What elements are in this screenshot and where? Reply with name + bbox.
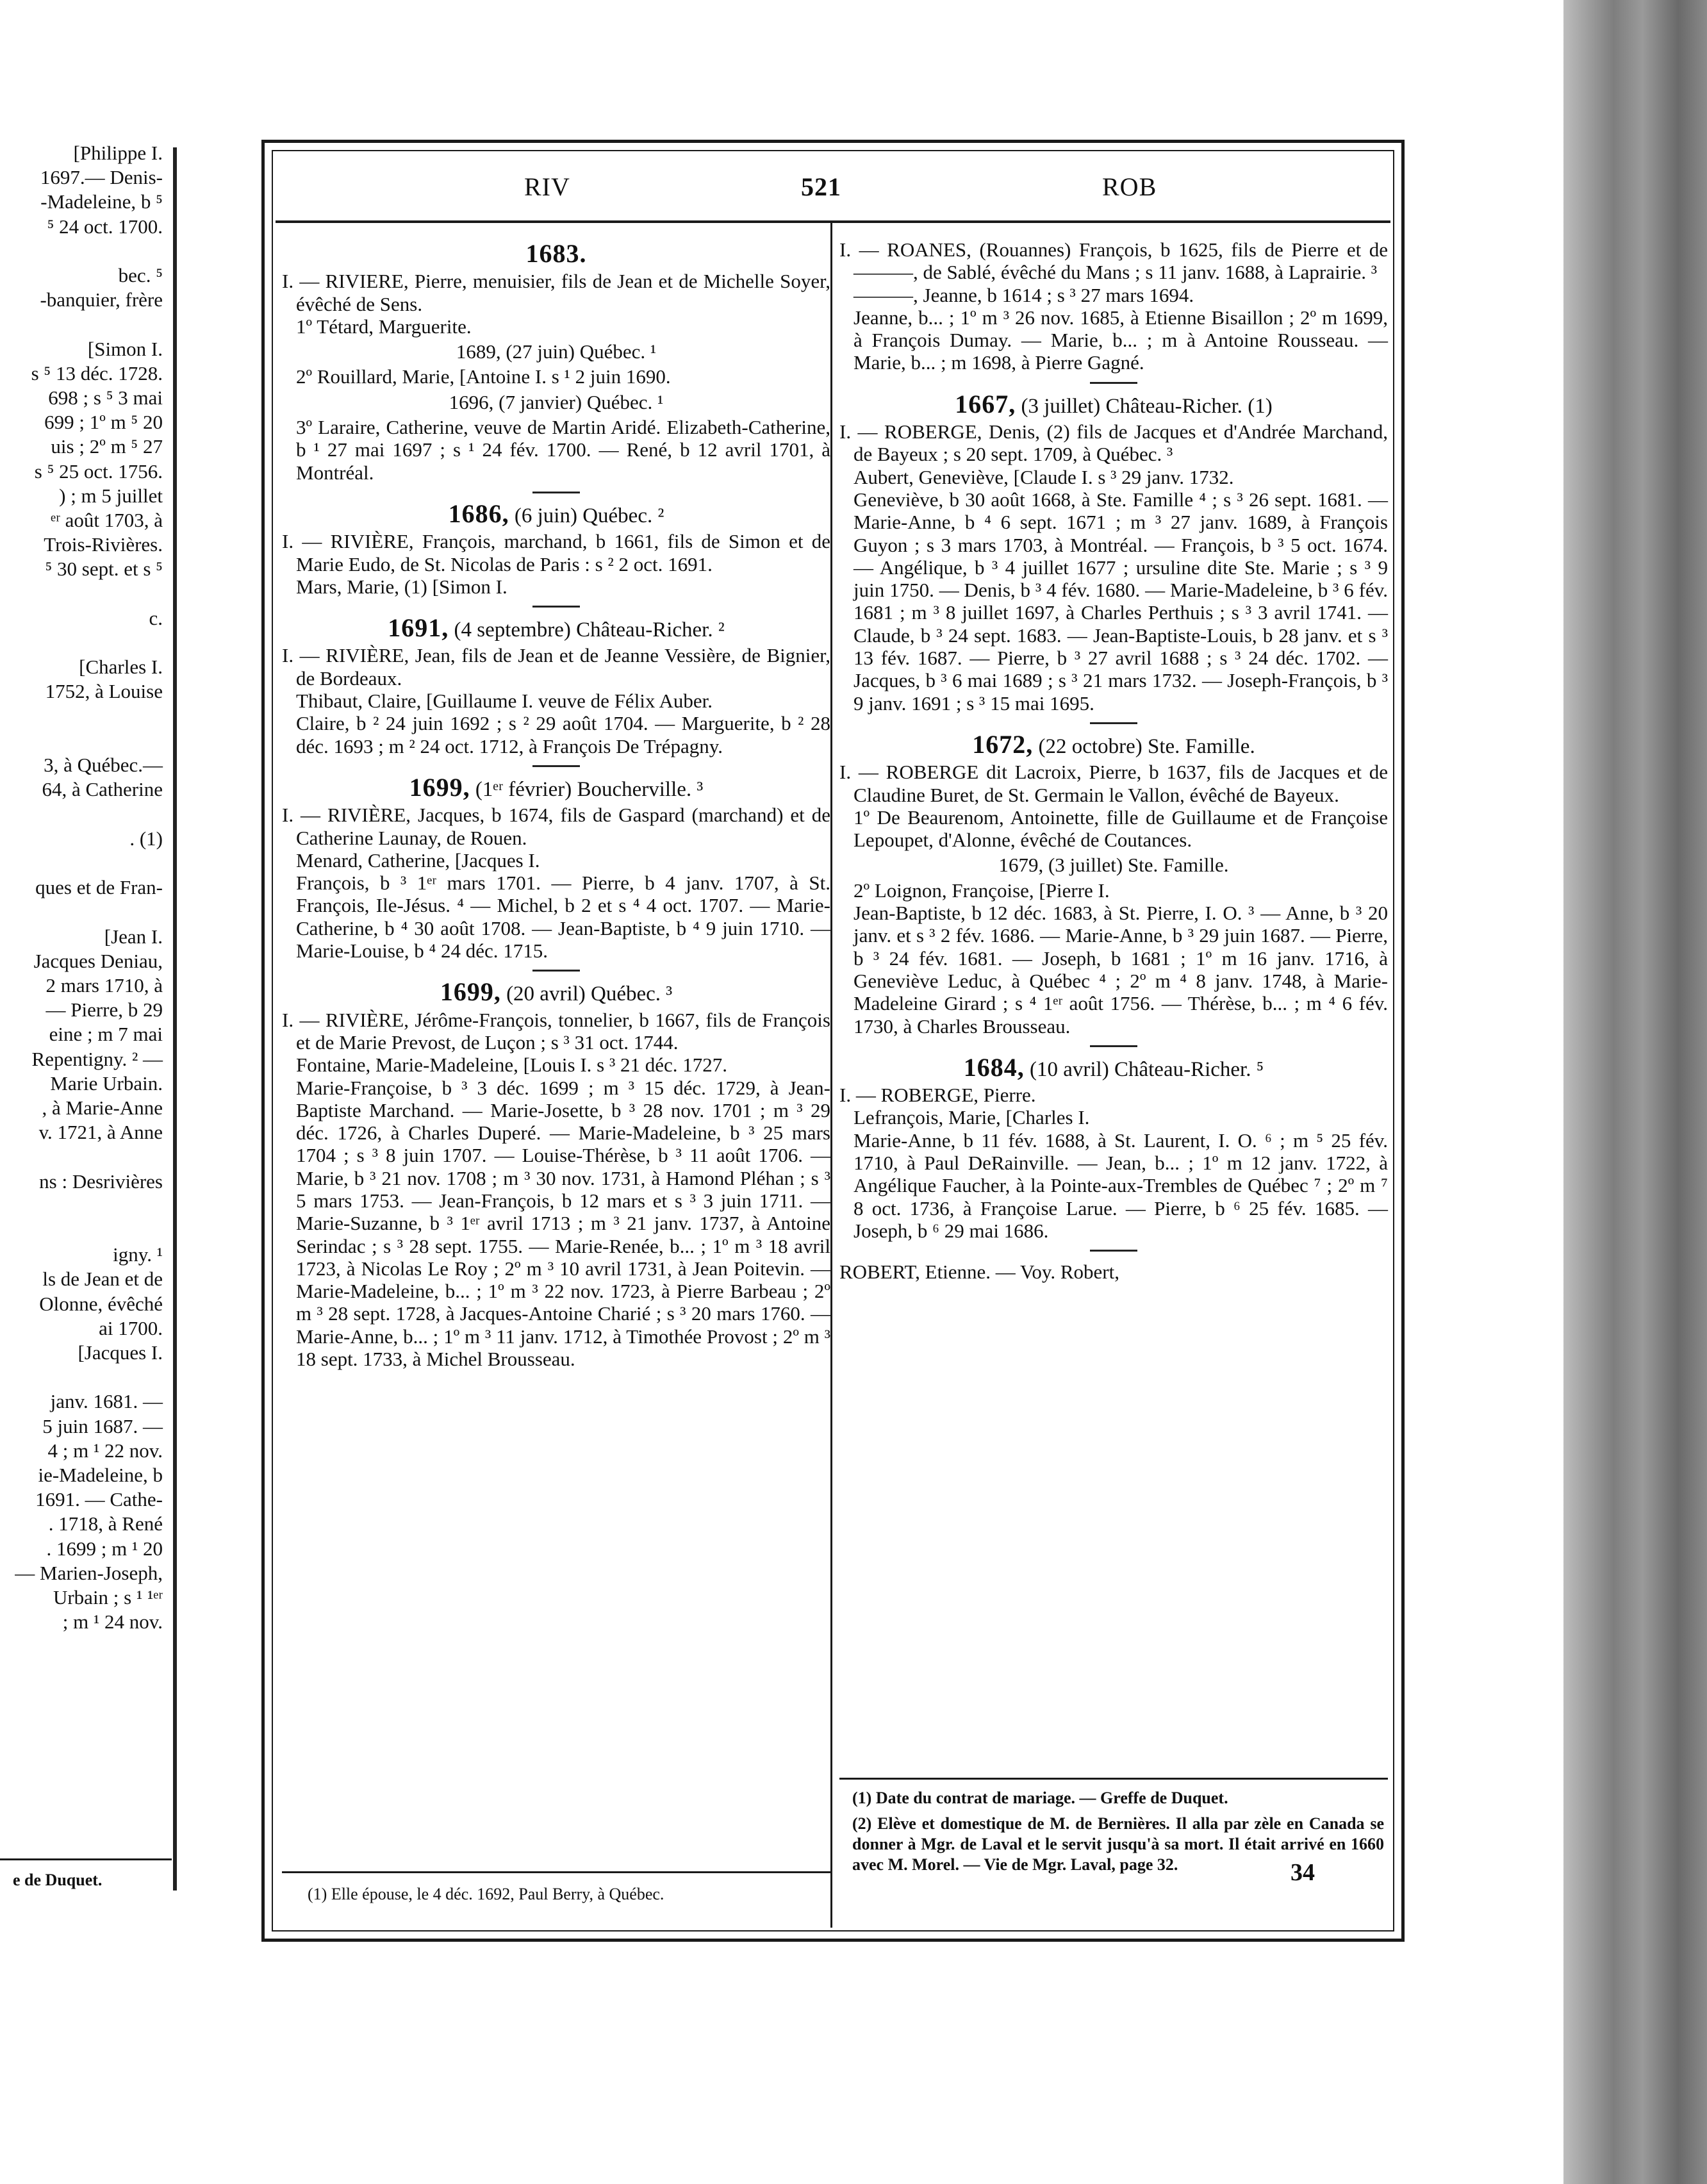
entry-separator	[1090, 1250, 1137, 1252]
previous-page-line: [Jacques I.	[78, 1341, 163, 1364]
header-page-number: 521	[801, 172, 841, 201]
marriage-year: 1699,	[440, 977, 501, 1007]
left-footnote: (1) Elle épouse, le 4 déc. 1692, Paul Berry, à Québec.	[308, 1885, 664, 1903]
marriage-place: (10 avril) Château-Richer. ⁵	[1030, 1057, 1264, 1081]
previous-page-line: eine ; m 7 mai	[49, 1023, 163, 1046]
header-left: RIV	[524, 172, 570, 201]
marriage-place: (3 juillet) Château-Richer. (1)	[1021, 394, 1273, 418]
header-rule	[276, 220, 1390, 223]
previous-page-line	[0, 900, 172, 924]
header-right: ROB	[1102, 172, 1157, 201]
previous-page-line: c.	[149, 606, 163, 629]
previous-page-line	[0, 1365, 172, 1389]
previous-page-line: [Charles I.	[79, 656, 163, 679]
previous-page-line: Repentigny. ² —	[31, 1047, 163, 1070]
right-column	[839, 238, 1388, 1283]
previous-page-line: Trois-Rivières.	[44, 533, 163, 556]
entry-text: Thibaut, Claire, [Guillaume I. veuve de Félix Auber.	[296, 690, 713, 713]
entry-text: I. — ROANES, (Rouannes) François, b 1625, fils de Pierre et de ———, de Sablé, évêché du Mans ; s 11 janv. 1688, à Laprairie. ³	[839, 238, 1388, 284]
previous-page-line: ⁵ 30 sept. et s ⁵	[45, 558, 163, 581]
entry-text: I. — RIVIÈRE, Jérôme-François, tonnelier, b 1667, fils de François et de Marie Prevost, de Luçon ; s ³ 31 oct. 1744.	[282, 1008, 830, 1054]
previous-page-strip	[0, 141, 172, 1897]
previous-page-line: igny. ¹	[113, 1243, 163, 1266]
previous-page-line: Urbain ; s ¹ ¹ᵉʳ	[53, 1585, 163, 1609]
entry-text: Marie-Anne, b 11 fév. 1688, à St. Laurent, I. O. ⁶ ; m ⁵ 25 fév. 1710, à Paul DeRainville. — Jean, b... ; 1º m 12 janv. 1722, à Angélique Faucher, à la Pointe-aux-Trembles de Québec ⁷ ; 2º m ⁷ 8 oct. 1736, à Françoise Larue. — Pierre, b ⁶ 25 fév. 1685. — Joseph, b ⁶ 29 mai 1686.	[853, 1129, 1388, 1242]
previous-page-line: ls de Jean et de	[42, 1268, 163, 1291]
previous-page-line: 5 juin 1687. —	[42, 1414, 163, 1437]
previous-page-line: ; m ¹ 24 nov.	[62, 1610, 163, 1634]
previous-page-line: -Madeleine, b ⁵	[40, 190, 163, 213]
previous-page-line: — Pierre, b 29	[45, 998, 163, 1022]
column-divider	[830, 223, 832, 1928]
entry-text: 3º Laraire, Catherine, veuve de Martin Aridé. Elizabeth-Catherine, b ¹ 27 mai 1697 ; s ¹ 24 fév. 1700. — René, b 12 avril 1701, à Montréal.	[296, 416, 830, 484]
previous-page-line: ns : Desrivières	[39, 1170, 163, 1193]
previous-page-line: 4 ; m ¹ 22 nov.	[47, 1439, 163, 1462]
entry-text: ROBERT, Etienne. — Voy. Robert,	[839, 1261, 1119, 1284]
entry-text: 1º De Beaurenom, Antoinette, fille de Guillaume et de Françoise Lepoupet, d'Alonne, évêché de Coutances.	[853, 806, 1388, 852]
previous-page-rule	[173, 147, 177, 1890]
previous-page-line: , à Marie-Anne	[42, 1096, 163, 1119]
previous-page-line: ) ; m 5 juillet	[59, 484, 163, 507]
previous-page-line: . (1)	[129, 827, 163, 850]
marriage-date-heading	[839, 729, 1388, 759]
previous-page-line: 1752, à Louise	[45, 680, 163, 703]
entry-text: Fontaine, Marie-Madeleine, [Louis I. s ³ 21 déc. 1727.	[296, 1054, 728, 1077]
entry-text: Claire, b ² 24 juin 1692 ; s ² 29 août 1704. — Marguerite, b ² 28 déc. 1693 ; m ² 24 oct. 1712, à François De Trépagny.	[296, 712, 830, 757]
previous-page-line	[0, 802, 172, 826]
entry-text: I. — ROBERGE, Pierre.	[839, 1084, 1036, 1107]
right-footnote-2: (2) Elève et domestique de M. de Bernières. Il alla par zèle en Canada se donner à Mgr. de Laval et le servit jusqu'à sa mort. Il était arrivé en 1660 avec M. Morel. — Vie de Mgr. Laval, page 32.	[852, 1814, 1384, 1874]
previous-page-line: -banquier, frère	[40, 288, 163, 311]
left-footnote-rule	[282, 1871, 830, 1873]
entry-separator	[1090, 382, 1137, 384]
previous-page-line	[0, 729, 172, 753]
entry-separator	[532, 606, 580, 608]
running-header	[276, 168, 1390, 206]
previous-page-line: ᵉʳ août 1703, à	[51, 509, 163, 532]
entry-text: Menard, Catherine, [Jacques I.	[296, 848, 540, 872]
right-footnote-rule	[839, 1778, 1388, 1780]
previous-page-line: [Philippe I.	[73, 142, 163, 164]
previous-page-line	[0, 1194, 172, 1218]
previous-page-line	[0, 239, 172, 263]
entry-text: François, b ³ 1ᵉʳ mars 1701. — Pierre, b 4 janv. 1707, à St. François, Ile-Jésus. ⁴ — Michel, b 2 et s ⁴ 4 oct. 1707. — Marie-Catherine, b ⁴ 30 août 1708. — Jean-Baptiste, b ⁴ 9 juin 1710. — Marie-Louise, b ⁴ 24 déc. 1715.	[296, 872, 830, 963]
entry-text: I. — RIVIÈRE, François, marchand, b 1661, fils de Simon et de Marie Eudo, de St. Nicolas de Paris : s ² 2 oct. 1691.	[282, 530, 830, 575]
marriage-date-heading	[282, 239, 830, 268]
entry-separator	[532, 970, 580, 972]
entry-text: I. — ROBERGE dit Lacroix, Pierre, b 1637, fils de Jacques et de Claudine Buret, de St. Germain le Vallon, évêché de Bayeux.	[839, 761, 1388, 806]
previous-page-line: 698 ; s ⁵ 3 mai	[48, 386, 163, 410]
marriage-year: 1699,	[409, 772, 470, 802]
marriage-year: 1686,	[448, 499, 509, 528]
previous-page-line: . 1699 ; m ¹ 20	[46, 1537, 163, 1560]
entry-text: 2º Loignon, Françoise, [Pierre I.	[853, 879, 1110, 902]
previous-page-line: [Simon I.	[87, 337, 163, 360]
entry-text: I. — RIVIÈRE, Jacques, b 1674, fils de Gaspard (marchand) et de Catherine Launay, de Rouen.	[282, 804, 830, 849]
entry-text: ———, Jeanne, b 1614 ; s ³ 27 mars 1694.	[853, 283, 1194, 306]
previous-page-line: . 1718, à René	[48, 1512, 163, 1535]
previous-page-line: 1691. — Cathe-	[35, 1488, 163, 1511]
entry-text: Aubert, Geneviève, [Claude I. s ³ 29 janv. 1732.	[853, 465, 1234, 488]
book-binding-edge	[1563, 0, 1707, 2184]
entry-text: 1º Tétard, Marguerite.	[296, 315, 472, 338]
previous-page-line: Jacques Deniau,	[33, 949, 163, 972]
marriage-place: (20 avril) Québec. ³	[506, 982, 673, 1006]
marriage-date-heading	[282, 772, 830, 802]
marriage-year: 1672,	[972, 729, 1034, 759]
entry-text: 1679, (3 juillet) Ste. Famille.	[998, 854, 1229, 877]
previous-page-line: ⁵ 24 oct. 1700.	[47, 215, 163, 238]
previous-page-line: ques et de Fran-	[35, 876, 163, 899]
marriage-place: (1ᵉʳ février) Boucherville. ³	[475, 777, 704, 801]
previous-page-footnote-rule	[0, 1858, 172, 1860]
previous-page-line: uis ; 2º m ⁵ 27	[51, 435, 163, 458]
previous-page-line	[0, 582, 172, 606]
entry-text: I. — ROBERGE, Denis, (2) fils de Jacques et d'Andrée Marchand, de Bayeux ; s 20 sept. 1709, à Québec. ³	[839, 420, 1388, 466]
marriage-place: (22 octobre) Ste. Famille.	[1038, 734, 1255, 758]
entry-text: 1696, (7 janvier) Québec. ¹	[449, 390, 664, 413]
page-signature-number: 34	[1291, 1859, 1315, 1886]
entry-text: Geneviève, b 30 août 1668, à Ste. Famille ⁴ ; s ³ 26 sept. 1681. — Marie-Anne, b ⁴ 6 sept. 1671 ; m ³ 27 janv. 1689, à François Guyon ; s 3 mars 1703, à Montréal. — François, b ³ 5 oct. 1674. — Angélique, b ³ 4 juillet 1677 ; ursuline dite Ste. Marie ; s ³ 9 juin 1750. — Denis, b ³ 4 fév. 1680. — Marie-Madeleine, b ³ 6 fév. 1681 ; m ³ 8 juillet 1697, à Charles Perthuis ; s ³ 3 avril 1741. — Claude, b ³ 24 sept. 1683. — Jean-Baptiste-Louis, b 28 janv. et s ³ 13 fév. 1687. — Pierre, b ³ 27 avril 1688 ; s ³ 24 déc. 1702. — Jacques, b ³ 6 mai 1689 ; s ³ 21 mars 1732. — Joseph-François, b ³ 9 janv. 1691 ; s ³ 15 mai 1695.	[853, 488, 1388, 715]
previous-page-line: Olonne, évêché	[39, 1292, 163, 1315]
previous-page-line: bec. ⁵	[118, 264, 163, 287]
entry-text: Lefrançois, Marie, [Charles I.	[853, 1106, 1090, 1129]
previous-page-line	[0, 851, 172, 875]
marriage-year: 1684,	[963, 1052, 1025, 1082]
previous-page-line: 2 mars 1710, à	[45, 973, 163, 997]
entry-text: I. — RIVIÈRE, Jean, fils de Jean et de Jeanne Vessière, de Bignier, de Bordeaux.	[282, 644, 830, 690]
marriage-year: 1683.	[525, 239, 587, 268]
previous-page-footnote: e de Duquet.	[13, 1871, 103, 1889]
entry-text: Marie-Françoise, b ³ 3 déc. 1699 ; m ³ 15 déc. 1729, à Jean-Baptiste Marchand. — Marie-Josette, b ³ 28 nov. 1701 ; m ³ 29 déc. 1726, à Charles Duperé. — Marie-Madeleine, b ³ 25 mars 1704 ; s ³ 8 juin 1707. — Louise-Thérèse, b ³ 11 août 1706. — Marie, b ³ 21 nov. 1708 ; m ³ 30 nov. 1731, à Hamond Pléhan ; s ³ 5 mars 1753. — Jean-François, b 12 mars et s ³ 3 juin 1711. — Marie-Suzanne, b ³ 1ᵉʳ avril 1713 ; m ³ 21 janv. 1737, à Antoine Serindac ; s ³ 28 sept. 1755. — Marie-Renée, b... ; 1º m ³ 18 avril 1723, à Nicolas Le Roy ; 2º m ³ 10 avril 1731, à Jean Poitevin. — Marie-Madeleine, b... ; 1º m ³ 22 nov. 1723, à Pierre Barbeau ; 2º m ³ 28 sept. 1728, à Jacques-Antoine Charié ; s ³ 20 mars 1760. — Marie-Anne, b... ; 1º m ³ 11 janv. 1712, à Timothée Provost ; 2º m ³ 18 sept. 1733, à Michel Brousseau.	[296, 1076, 830, 1371]
entry-text: Jean-Baptiste, b 12 déc. 1683, à St. Pierre, I. O. ³ — Anne, b ³ 20 janv. et s ³ 2 fév. 1686. — Marie-Anne, b ³ 29 juin 1687. — Pierre, b ³ 24 fév. 1681. — Joseph, b 1681 ; 1º m 16 janv. 1716, à Geneviève Leduc, à Québec ⁴ ; 2º m ⁴ 8 janv. 1748, à Marie-Madeleine Girard ; s ⁴ 1ᵉʳ août 1756. — Thérèse, b... ; m ⁴ 6 fév. 1730, à Charles Brousseau.	[853, 902, 1388, 1038]
entry-separator	[1090, 1045, 1137, 1047]
marriage-date-heading	[282, 499, 830, 528]
entry-text: I. — RIVIERE, Pierre, menuisier, fils de Jean et de Michelle Soyer, évêché de Sens.	[282, 270, 830, 315]
marriage-place: (6 juin) Québec. ²	[514, 504, 664, 527]
entry-separator	[532, 765, 580, 767]
right-footnote-1: (1) Date du contrat de mariage. — Greffe de Duquet.	[852, 1789, 1228, 1807]
previous-page-line: janv. 1681. —	[50, 1390, 163, 1413]
previous-page-line: s ⁵ 13 déc. 1728.	[31, 361, 163, 385]
marriage-date-heading	[282, 977, 830, 1007]
previous-page-line	[0, 1218, 172, 1243]
marriage-date-heading	[839, 389, 1388, 418]
previous-page-line: 64, à Catherine	[42, 778, 163, 801]
marriage-date-heading	[282, 613, 830, 643]
previous-page-line: 699 ; 1º m ⁵ 20	[44, 411, 163, 434]
entry-text: 1689, (27 juin) Québec. ¹	[456, 340, 657, 363]
entry-text: Jeanne, b... ; 1º m ³ 26 nov. 1685, à Etienne Bisaillon ; 2º m 1699, à François Dumay. — Marie, b... ; m à Antoine Rousseau. — Marie, b... ; m 1698, à Pierre Gagné.	[853, 306, 1388, 374]
previous-page-line: [Jean I.	[104, 925, 163, 948]
previous-page-line: ie-Madeleine, b	[38, 1463, 163, 1486]
previous-page-line: s ⁵ 25 oct. 1756.	[34, 459, 163, 483]
entry-text: Mars, Marie, (1) [Simon I.	[296, 575, 507, 598]
previous-page-line	[0, 631, 172, 655]
marriage-year: 1691,	[388, 613, 449, 643]
marriage-year: 1667,	[955, 389, 1016, 418]
previous-page-line: Marie Urbain.	[50, 1071, 163, 1095]
previous-page-line: ai 1700.	[99, 1316, 163, 1339]
entry-separator	[1090, 722, 1137, 724]
previous-page-line: 3, à Québec.—	[44, 754, 163, 777]
entry-separator	[532, 492, 580, 493]
previous-page-line: 1697.— Denis-	[40, 166, 163, 189]
left-column	[282, 238, 830, 1370]
previous-page-line	[0, 1145, 172, 1169]
previous-page-line	[0, 312, 172, 336]
marriage-date-heading	[839, 1052, 1388, 1082]
marriage-place: (4 septembre) Château-Richer. ²	[454, 618, 725, 642]
entry-text: 2º Rouillard, Marie, [Antoine I. s ¹ 2 juin 1690.	[296, 365, 671, 388]
previous-page-line	[0, 704, 172, 729]
previous-page-line: — Marien-Joseph,	[15, 1561, 163, 1584]
previous-page-line: v. 1721, à Anne	[38, 1121, 163, 1144]
